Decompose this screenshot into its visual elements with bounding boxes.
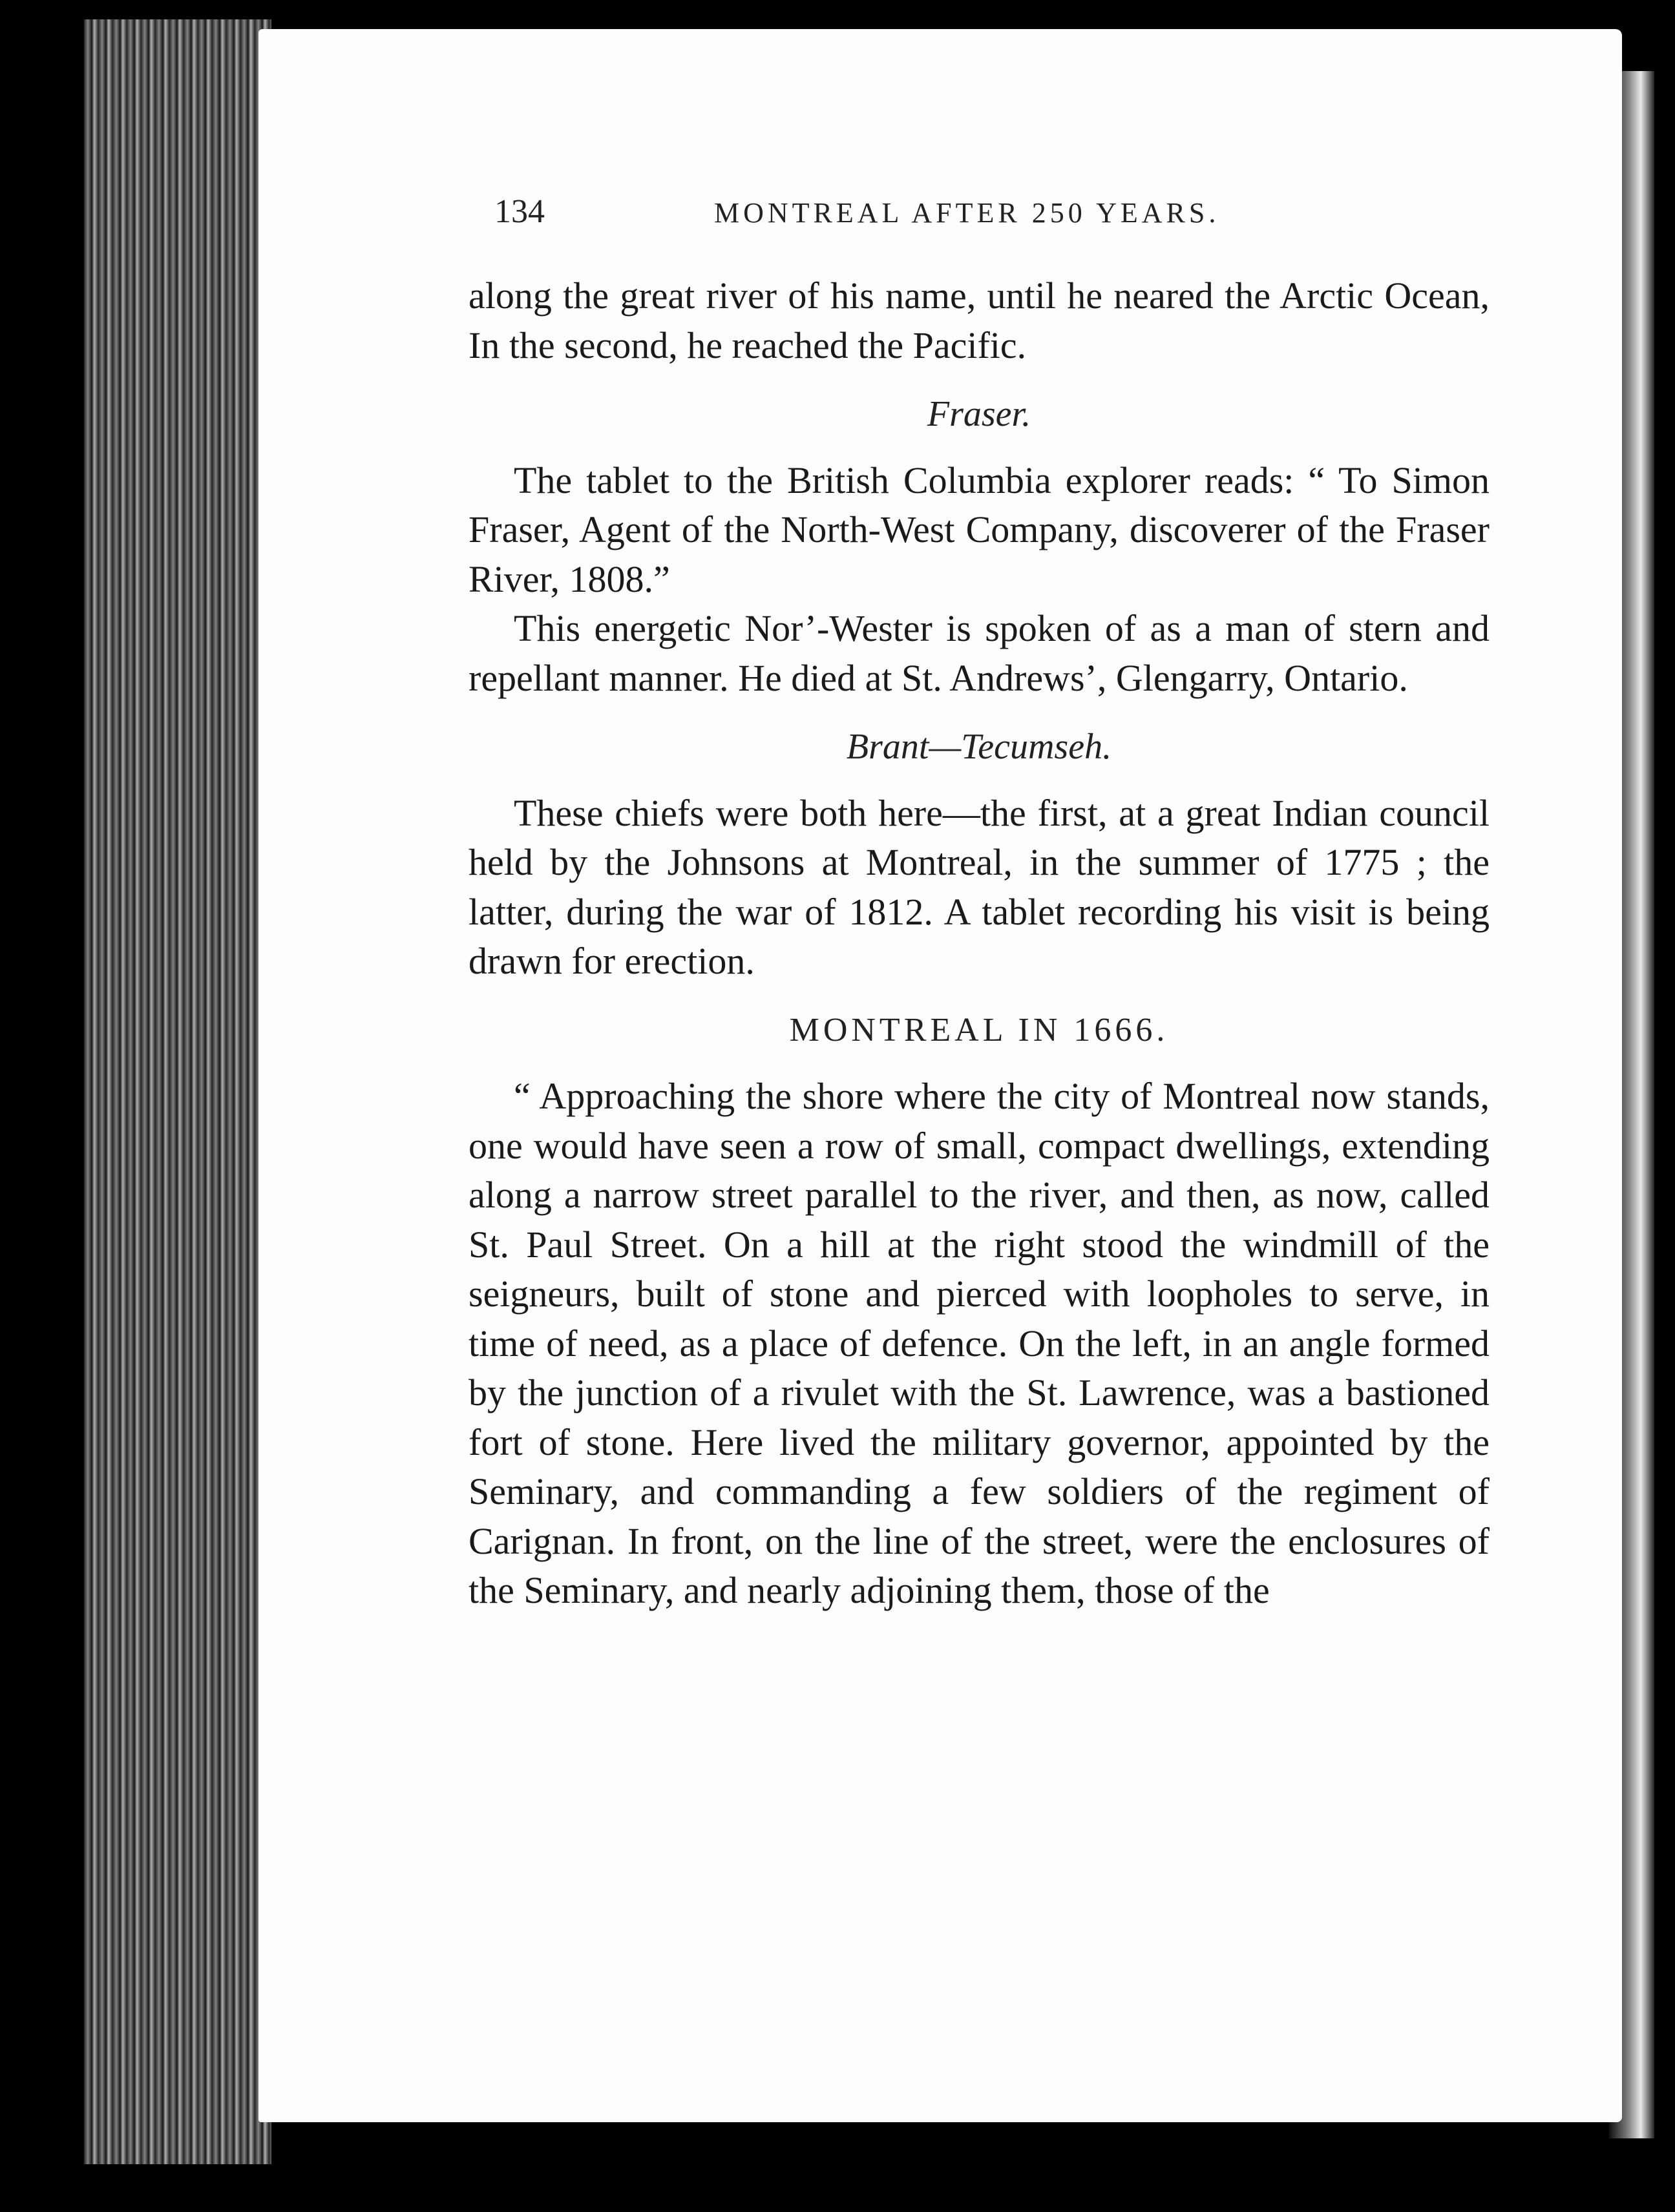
page-body — [469, 271, 1490, 1616]
section-heading-brant-tecumseh: Brant—Tecumseh. — [846, 727, 1112, 767]
running-title: MONTREAL AFTER 250 YEARS. — [714, 197, 1220, 229]
paragraph: These chiefs were both here—the first, at a great Indian council held by the Johnsons at Montreal, in the summer of 1775 ; the latter, during the war of 1812. A tablet recording his visit is being drawn for erection. — [469, 791, 1490, 982]
section-heading-fraser: Fraser. — [927, 394, 1031, 434]
page-header — [494, 193, 1309, 231]
book-page-edges — [84, 19, 271, 2164]
section-heading-montreal-1666: MONTREAL IN 1666. — [789, 1011, 1169, 1049]
paragraph: along the great river of his name, until he neared the Arctic Ocean, In the second, he reached the Pacific. — [469, 275, 1490, 366]
page-number: 134 — [494, 193, 545, 230]
paragraph: The tablet to the British Columbia explorer reads: “ To Simon Fraser, Agent of the North-West Company, discoverer of the Fraser River, 1808.” — [469, 459, 1490, 600]
paragraph: This energetic Nor’-Wester is spoken of as a man of stern and repellant manner. He died at St. Andrews’, Glengarry, Ontario. — [469, 607, 1490, 699]
paragraph: “ Approaching the shore where the city of Montreal now stands, one would have seen a row of small, compact dwellings, extending along a narrow street parallel to the river, and then, as now, called St. Paul Street. On a hill at the right stood the windmill of the seigneurs, built of stone and pierced with loopholes to serve, in time of need, as a place of defence. On the left, in an angle formed by the junction of a rivulet with the St. Lawrence, was a bastioned fort of stone. Here lived the military governor, appointed by the Seminary, and commanding a few soldiers of the regiment of Carignan. In front, on the line of the street, were the enclosures of the Seminary, and nearly adjoining them, those of the — [469, 1075, 1490, 1611]
